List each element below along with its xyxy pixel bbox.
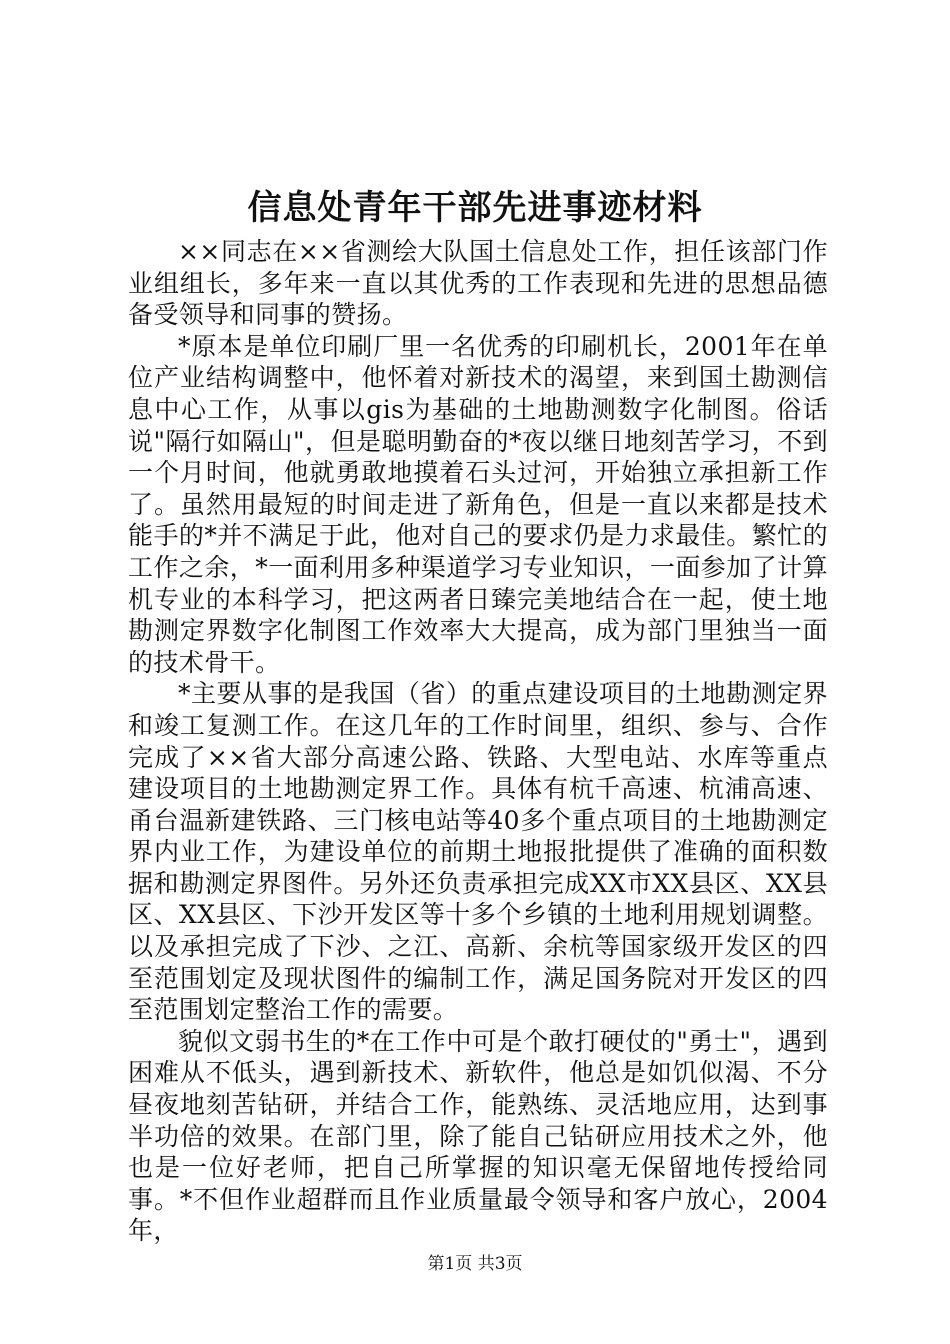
document-body [128,236,828,1247]
paragraph: *主要从事的是我国（省）的重点建设项目的土地勘测定界和竣工复测工作。在这几年的工作时间里，组织、参与、合作完成了××省大部分高速公路、铁路、大型电站、水库等重点建设项目的土地勘测定界工作。具体有杭千高速、杭浦高速、甬台温新建铁路、三门核电站等40多个重点项目的土地勘测定界内业工作，为建设单位的前期土地报批提供了准确的面积数据和勘测定界图件。另外还负责承担完成XX市XX县区、XX县区、XX县区、下沙开发区等十多个乡镇的土地利用规划调整。以及承担完成了下沙、之江、高新、余杭等国家级开发区的四至范围划定及现状图件的编制工作，满足国务院对开发区的四至范围划定整治工作的需要。 [128,679,828,1025]
paragraph: *原本是单位印刷厂里一名优秀的印刷机长，2001年在单位产业结构调整中，他怀着对新技术的渴望，来到国土勘测信息中心工作，从事以gis为基础的土地勘测数字化制图。俗话说"隔行如隔山"，但是聪明勤奋的*夜以继日地刻苦学习，不到一个月时间，他就勇敢地摸着石头过河，开始独立承担新工作了。虽然用最短的时间走进了新角色，但是一直以来都是技术能手的*并不满足于此，他对自己的要求仍是力求最佳。繁忙的工作之余，*一面利用多种渠道学习专业知识，一面参加了计算机专业的本科学习，把这两者日臻完美地结合在一起，使土地勘测定界数字化制图工作效率大大提高，成为部门里独当一面的技术骨干。 [128,331,828,677]
paragraph: ××同志在××省测绘大队国土信息处工作，担任该部门作业组组长，多年来一直以其优秀的工作表现和先进的思想品德备受领导和同事的赞扬。 [128,237,828,330]
page-footer [0,1252,950,1276]
page-number: 第1页 [427,1254,473,1274]
page-total: 共3页 [477,1254,523,1274]
document-title: 信息处青年干部先进事迹材料 [247,188,703,228]
paragraph: 貌似文弱书生的*在工作中可是个敢打硬仗的"勇士"，遇到困难从不低头，遇到新技术、新软件，他总是如饥似渴、不分昼夜地刻苦钻研，并结合工作，能熟练、灵活地应用，达到事半功倍的效果。在部门里，除了能自己钻研应用技术之外，他也是一位好老师，把自己所掌握的知识毫无保留地传授给同事。*不但作业超群而且作业质量最令领导和客户放心，2004年， [128,1026,828,1246]
